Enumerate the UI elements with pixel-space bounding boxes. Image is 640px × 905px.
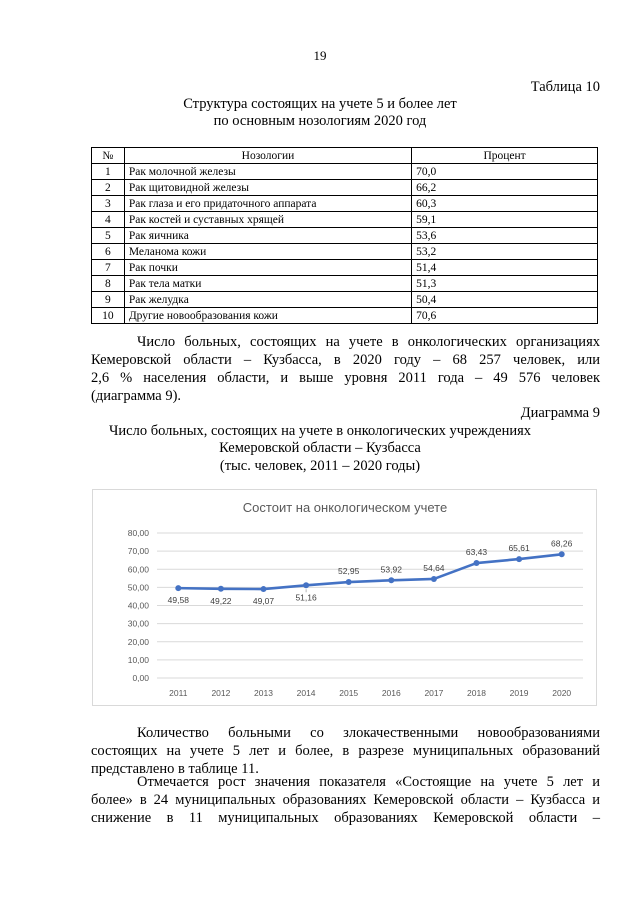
row-percent: 70,6	[412, 308, 598, 324]
diagram-label: Диаграмма 9	[520, 405, 600, 421]
data-point	[474, 560, 480, 566]
data-point	[175, 585, 181, 591]
diagram-title-line3: (тыс. человек, 2011 – 2020 годы)	[219, 458, 421, 474]
row-nosology: Рак тела матки	[124, 276, 411, 292]
data-label: 65,61	[508, 543, 530, 554]
data-point	[559, 551, 565, 557]
x-tick-label: 2011	[169, 688, 188, 698]
row-nosology: Рак щитовидной железы	[124, 180, 411, 196]
table-header-row	[92, 148, 598, 164]
table-title-line1: Структура состоящих на учете 5 и более лет	[183, 96, 457, 112]
table-title-line2: по основным нозологиям 2020 год	[213, 113, 427, 129]
data-point	[431, 576, 437, 582]
y-tick-label: 80,00	[127, 528, 149, 538]
data-label: 49,58	[167, 595, 189, 606]
y-tick-label: 20,00	[127, 636, 149, 647]
y-tick-label: 10,00	[127, 654, 149, 665]
page-number: 19	[313, 48, 327, 63]
data-point	[516, 556, 522, 562]
table-row	[92, 196, 598, 212]
row-percent: 53,2	[412, 244, 598, 260]
table-row	[92, 212, 598, 228]
x-tick-label: 2017	[424, 688, 444, 698]
data-point	[261, 586, 267, 592]
table-label: Таблица 10	[530, 79, 600, 95]
y-tick-label: 40,00	[127, 600, 149, 611]
row-percent: 59,1	[412, 212, 598, 228]
row-nosology: Рак почки	[124, 260, 411, 276]
table-row	[92, 228, 598, 244]
x-tick-label: 2019	[509, 688, 529, 698]
paragraph-patients-count	[91, 333, 600, 405]
header-number: №	[92, 148, 125, 164]
y-tick-label: 60,00	[127, 564, 149, 575]
text-line: (диаграмма 9).	[91, 388, 182, 404]
text-line: снижение в 11 муниципальных образованиях Кемеровской области –	[91, 810, 600, 826]
text-line: Отмечается рост значения показателя «Состоящие на учете 5 лет и	[137, 774, 600, 790]
chart-title: Состоит на онкологическом учете	[242, 500, 448, 515]
row-percent: 70,0	[412, 164, 598, 180]
diagram-title-line2: Кемеровской области – Кузбасса	[219, 440, 421, 456]
series-line	[178, 554, 561, 589]
x-tick-label: 2015	[339, 688, 359, 698]
row-number: 8	[92, 276, 125, 292]
text-line: состоящих на учете 5 лет и более, в разрезе муниципальных образований	[91, 743, 600, 759]
row-nosology: Меланома кожи	[124, 244, 411, 260]
row-percent: 53,6	[412, 228, 598, 244]
paragraph-table11-intro	[91, 724, 600, 778]
text-line: Кемеровской области – Кузбасса, в 2020 году – 68 257 человек, или	[91, 352, 600, 368]
row-number: 4	[92, 212, 125, 228]
row-nosology: Другие новообразования кожи	[124, 308, 411, 324]
x-tick-label: 2018	[467, 688, 486, 698]
row-percent: 60,3	[412, 196, 598, 212]
row-number: 10	[92, 308, 125, 324]
data-label: 52,95	[338, 566, 360, 577]
row-nosology: Рак глаза и его придаточного аппарата	[124, 196, 411, 212]
y-tick-label: 50,00	[127, 582, 149, 593]
row-percent: 51,3	[412, 276, 598, 292]
x-tick-label: 2012	[211, 688, 231, 698]
table-row	[92, 276, 598, 292]
text-line: представлено в таблице 11.	[91, 761, 259, 777]
row-percent: 50,4	[412, 292, 598, 308]
data-point	[346, 579, 352, 585]
row-number: 3	[92, 196, 125, 212]
text-line: 2,6 % населения области, и выше уровня 2011 года – 49 576 человек	[91, 370, 600, 386]
x-tick-label: 2013	[254, 688, 273, 698]
header-percent: Процент	[412, 148, 598, 164]
x-tick-label: 2020	[552, 688, 572, 698]
data-label: 54,64	[423, 562, 445, 573]
data-label: 51,16	[295, 592, 317, 603]
line-chart	[92, 489, 597, 706]
data-point	[388, 577, 394, 583]
row-nosology: Рак желудка	[124, 292, 411, 308]
y-tick-label: 70,00	[127, 546, 149, 557]
table-row	[92, 260, 598, 276]
table-row	[92, 244, 598, 260]
table-row	[92, 308, 598, 324]
row-number: 1	[92, 164, 125, 180]
line-chart-svg	[93, 490, 596, 705]
table-row	[92, 164, 598, 180]
row-nosology: Рак яичника	[124, 228, 411, 244]
row-percent: 51,4	[412, 260, 598, 276]
header-nosology: Нозологии	[124, 148, 411, 164]
y-tick-label: 30,00	[127, 618, 149, 629]
text-line: Количество больными со злокачественными новообразованиями	[137, 725, 600, 741]
data-point	[303, 582, 309, 588]
text-line: Число больных, состоящих на учете в онкологических организациях	[137, 334, 600, 350]
row-number: 9	[92, 292, 125, 308]
text-line: более» в 24 муниципальных образованиях Кемеровской области – Кузбасса и	[91, 792, 600, 808]
data-label: 68,26	[551, 538, 573, 549]
nosology-table	[91, 147, 598, 324]
table-row	[92, 180, 598, 196]
row-number: 5	[92, 228, 125, 244]
row-percent: 66,2	[412, 180, 598, 196]
data-label: 49,22	[210, 595, 232, 606]
data-label: 53,92	[380, 564, 402, 575]
y-tick-label: 0,00	[132, 673, 149, 683]
row-nosology: Рак костей и суставных хрящей	[124, 212, 411, 228]
row-nosology: Рак молочной железы	[124, 164, 411, 180]
row-number: 7	[92, 260, 125, 276]
data-label: 63,43	[465, 547, 488, 558]
x-tick-label: 2014	[296, 688, 316, 698]
row-number: 6	[92, 244, 125, 260]
table-row	[92, 292, 598, 308]
data-point	[218, 586, 224, 592]
row-number: 2	[92, 180, 125, 196]
paragraph-growth	[91, 773, 600, 827]
diagram-title-line1: Число больных, состоящих на учете в онкологических учреждениях	[108, 423, 532, 439]
data-label: 49,07	[252, 596, 275, 607]
x-tick-label: 2016	[381, 688, 401, 698]
